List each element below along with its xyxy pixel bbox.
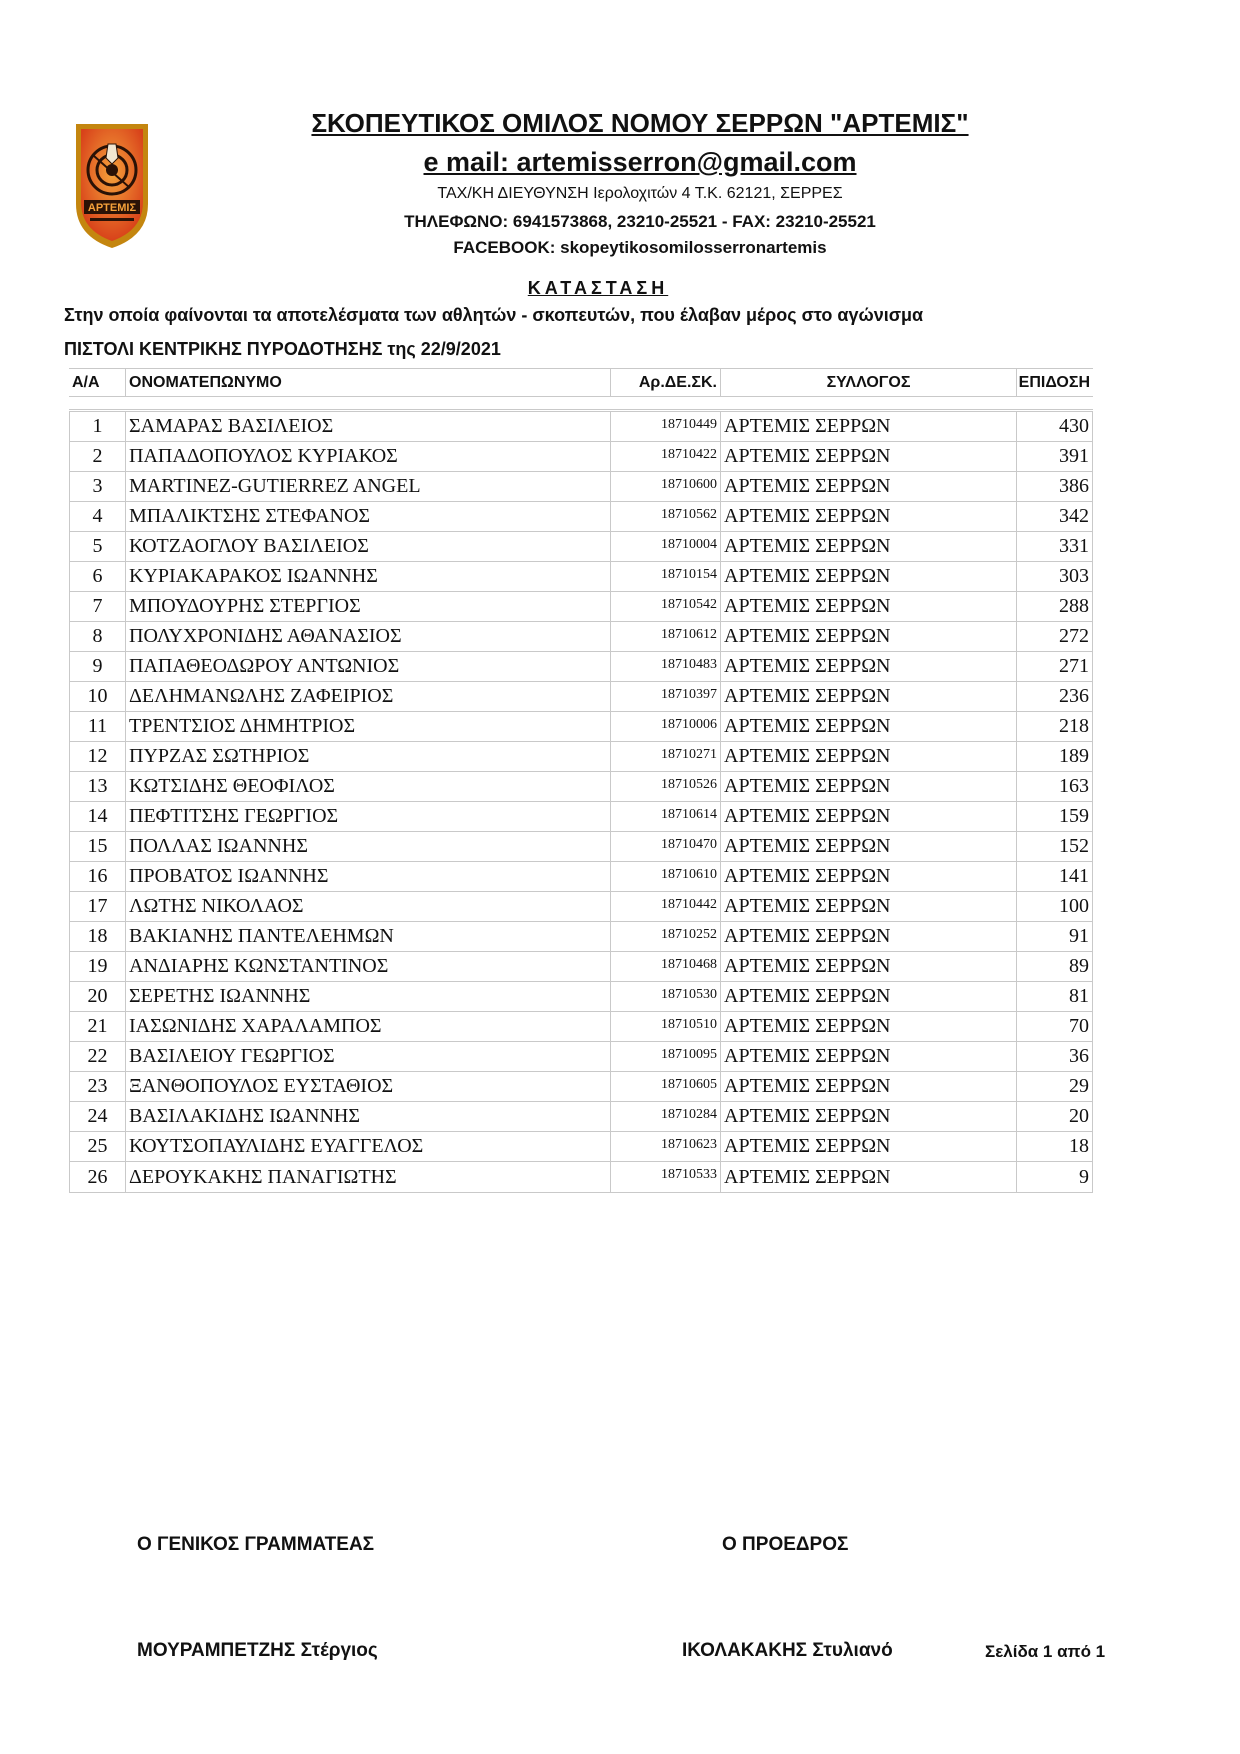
table-row <box>69 802 1093 832</box>
row-number: 17 <box>69 892 126 921</box>
registration-number: 18710612 <box>611 622 721 651</box>
athlete-name: ΑΝΔΙΑΡΗΣ ΚΩΝΣΤΑΝΤΙΝΟΣ <box>126 952 611 981</box>
club-name-cell: ΑΡΤΕΜΙΣ ΣΕΡΡΩΝ <box>721 442 1017 471</box>
facebook-handle: FACEBOOK: skopeytikosomilosserronartemis <box>453 238 827 257</box>
score: 36 <box>1017 1042 1093 1071</box>
registration-number: 18710397 <box>611 682 721 711</box>
athlete-name: ΔΕΡΟΥΚΑΚΗΣ ΠΑΝΑΓΙΩΤΗΣ <box>126 1162 611 1192</box>
club-name-cell: ΑΡΤΕΜΙΣ ΣΕΡΡΩΝ <box>721 772 1017 801</box>
table-row <box>69 712 1093 742</box>
header-score: ΕΠΙΔΟΣΗ <box>1018 373 1090 391</box>
row-number: 15 <box>69 832 126 861</box>
registration-number: 18710526 <box>611 772 721 801</box>
registration-number: 18710095 <box>611 1042 721 1071</box>
phone-fax: ΤΗΛΕΦΩΝΟ: 6941573868, 23210-25521 - FAX: 23210-25521 <box>404 212 876 231</box>
score: 18 <box>1017 1132 1093 1161</box>
secretary-title: Ο ΓΕΝΙΚΟΣ ΓΡΑΜΜΑΤΕΑΣ <box>137 1534 375 1555</box>
registration-number: 18710510 <box>611 1012 721 1041</box>
header-club: ΣΥΛΛΟΓΟΣ <box>721 369 1017 396</box>
row-number: 19 <box>69 952 126 981</box>
club-name-cell: ΑΡΤΕΜΙΣ ΣΕΡΡΩΝ <box>721 1162 1017 1192</box>
club-name-cell: ΑΡΤΕΜΙΣ ΣΕΡΡΩΝ <box>721 562 1017 591</box>
club-name-cell: ΑΡΤΕΜΙΣ ΣΕΡΡΩΝ <box>721 982 1017 1011</box>
athlete-name: ΣΕΡΕΤΗΣ ΙΩΑΝΝΗΣ <box>126 982 611 1011</box>
score: 342 <box>1017 502 1093 531</box>
club-name-cell: ΑΡΤΕΜΙΣ ΣΕΡΡΩΝ <box>721 952 1017 981</box>
athlete-name: ΔΕΛΗΜΑΝΩΛΗΣ ΖΑΦΕΙΡΙΟΣ <box>126 682 611 711</box>
score: 100 <box>1017 892 1093 921</box>
score: 218 <box>1017 712 1093 741</box>
club-name-cell: ΑΡΤΕΜΙΣ ΣΕΡΡΩΝ <box>721 1102 1017 1131</box>
athlete-name: ΞΑΝΘΟΠΟΥΛΟΣ ΕΥΣΤΑΘΙΟΣ <box>126 1072 611 1101</box>
score: 29 <box>1017 1072 1093 1101</box>
registration-number: 18710442 <box>611 892 721 921</box>
document-subtitle: Στην οποία φαίνονται τα αποτελέσματα των αθλητών - σκοπευτών, που έλαβαν μέρος στο αγώνισμα <box>64 305 924 325</box>
row-number: 20 <box>69 982 126 1011</box>
table-row <box>69 1102 1093 1132</box>
document-title: ΚΑΤΑΣΤΑΣΗ <box>527 278 669 298</box>
club-name-cell: ΑΡΤΕΜΙΣ ΣΕΡΡΩΝ <box>721 622 1017 651</box>
header-number: Α/Α <box>69 369 126 396</box>
row-number: 6 <box>69 562 126 591</box>
registration-number: 18710530 <box>611 982 721 1011</box>
header-registration: Αρ.ΔΕ.ΣΚ. <box>611 369 721 396</box>
club-shield-logo-icon <box>72 118 152 252</box>
score: 141 <box>1017 862 1093 891</box>
table-row <box>69 472 1093 502</box>
club-name-cell: ΑΡΤΕΜΙΣ ΣΕΡΡΩΝ <box>721 472 1017 501</box>
registration-number: 18710154 <box>611 562 721 591</box>
club-name-cell: ΑΡΤΕΜΙΣ ΣΕΡΡΩΝ <box>721 832 1017 861</box>
table-header-row <box>69 368 1093 397</box>
score: 272 <box>1017 622 1093 651</box>
registration-number: 18710542 <box>611 592 721 621</box>
row-number: 5 <box>69 532 126 561</box>
score: 152 <box>1017 832 1093 861</box>
athlete-name: ΚΩΤΣΙΔΗΣ ΘΕΟΦΙΛΟΣ <box>126 772 611 801</box>
table-row <box>69 922 1093 952</box>
athlete-name: ΛΩΤΗΣ ΝΙΚΟΛΑΟΣ <box>126 892 611 921</box>
athlete-name: ΠΟΛΥΧΡΟΝΙΔΗΣ ΑΘΑΝΑΣΙΟΣ <box>126 622 611 651</box>
header-separator <box>69 397 1093 412</box>
athlete-name: ΒΑΣΙΛΕΙΟΥ ΓΕΩΡΓΙΟΣ <box>126 1042 611 1071</box>
club-name-cell: ΑΡΤΕΜΙΣ ΣΕΡΡΩΝ <box>721 922 1017 951</box>
registration-number: 18710271 <box>611 742 721 771</box>
table-row <box>69 652 1093 682</box>
table-row <box>69 1042 1093 1072</box>
athlete-name: ΒΑΣΙΛΑΚΙΔΗΣ ΙΩΑΝΝΗΣ <box>126 1102 611 1131</box>
table-row <box>69 502 1093 532</box>
registration-number: 18710422 <box>611 442 721 471</box>
score: 81 <box>1017 982 1093 1011</box>
event-name: ΠΙΣΤΟΛΙ ΚΕΝΤΡΙΚΗΣ ΠΥΡΟΔΟΤΗΣΗΣ της 22/9/2021 <box>64 339 501 359</box>
table-row <box>69 952 1093 982</box>
athlete-name: MARTINEZ-GUTIERREZ ANGEL <box>126 472 611 501</box>
row-number: 7 <box>69 592 126 621</box>
athlete-name: ΣΑΜΑΡΑΣ ΒΑΣΙΛΕΙΟΣ <box>126 412 611 441</box>
score: 303 <box>1017 562 1093 591</box>
club-name-cell: ΑΡΤΕΜΙΣ ΣΕΡΡΩΝ <box>721 502 1017 531</box>
athlete-name: ΠΑΠΑΘΕΟΔΩΡΟΥ ΑΝΤΩΝΙΟΣ <box>126 652 611 681</box>
registration-number: 18710468 <box>611 952 721 981</box>
row-number: 10 <box>69 682 126 711</box>
club-name-cell: ΑΡΤΕΜΙΣ ΣΕΡΡΩΝ <box>721 1042 1017 1071</box>
row-number: 21 <box>69 1012 126 1041</box>
athlete-name: ΜΠΑΛΙΚΤΣΗΣ ΣΤΕΦΑΝΟΣ <box>126 502 611 531</box>
table-row <box>69 862 1093 892</box>
table-row <box>69 1012 1093 1042</box>
athlete-name: ΠΕΦΤΙΤΣΗΣ ΓΕΩΡΓΙΟΣ <box>126 802 611 831</box>
athlete-name: ΙΑΣΩΝΙΔΗΣ ΧΑΡΑΛΑΜΠΟΣ <box>126 1012 611 1041</box>
results-table <box>69 368 1093 1193</box>
score: 91 <box>1017 922 1093 951</box>
table-row <box>69 442 1093 472</box>
club-name-cell: ΑΡΤΕΜΙΣ ΣΕΡΡΩΝ <box>721 892 1017 921</box>
row-number: 11 <box>69 712 126 741</box>
postal-address: ΤΑΧ/ΚΗ ΔΙΕΥΘΥΝΣΗ Ιερολοχιτών 4 Τ.Κ. 62121, ΣΕΡΡΕΣ <box>437 185 843 202</box>
club-name-cell: ΑΡΤΕΜΙΣ ΣΕΡΡΩΝ <box>721 1012 1017 1041</box>
athlete-name: ΠΑΠΑΔΟΠΟΥΛΟΣ ΚΥΡΙΑΚΟΣ <box>126 442 611 471</box>
president-name: ΙΚΟΛΑΚΑΚΗΣ Στυλιανό <box>682 1640 893 1661</box>
athlete-name: ΠΥΡΖΑΣ ΣΩΤΗΡΙΟΣ <box>126 742 611 771</box>
club-name-cell: ΑΡΤΕΜΙΣ ΣΕΡΡΩΝ <box>721 862 1017 891</box>
score: 20 <box>1017 1102 1093 1131</box>
athlete-name: ΜΠΟΥΔΟΥΡΗΣ ΣΤΕΡΓΙΟΣ <box>126 592 611 621</box>
registration-number: 18710470 <box>611 832 721 861</box>
club-name-cell: ΑΡΤΕΜΙΣ ΣΕΡΡΩΝ <box>721 682 1017 711</box>
row-number: 4 <box>69 502 126 531</box>
page-number: Σελίδα 1 από 1 <box>985 1642 1106 1661</box>
score: 163 <box>1017 772 1093 801</box>
table-row <box>69 1132 1093 1162</box>
club-name-cell: ΑΡΤΕΜΙΣ ΣΕΡΡΩΝ <box>721 802 1017 831</box>
table-row <box>69 532 1093 562</box>
club-name-cell: ΑΡΤΕΜΙΣ ΣΕΡΡΩΝ <box>721 742 1017 771</box>
club-name-cell: ΑΡΤΕΜΙΣ ΣΕΡΡΩΝ <box>721 712 1017 741</box>
registration-number: 18710623 <box>611 1132 721 1161</box>
table-row <box>69 892 1093 922</box>
athlete-name: ΠΟΛΛΑΣ ΙΩΑΝΝΗΣ <box>126 832 611 861</box>
registration-number: 18710284 <box>611 1102 721 1131</box>
club-name-cell: ΑΡΤΕΜΙΣ ΣΕΡΡΩΝ <box>721 592 1017 621</box>
athlete-name: ΚΟΥΤΣΟΠΑΥΛΙΔΗΣ ΕΥΑΓΓΕΛΟΣ <box>126 1132 611 1161</box>
athlete-name: ΠΡΟΒΑΤΟΣ ΙΩΑΝΝΗΣ <box>126 862 611 891</box>
athlete-name: ΚΟΤΖΑΟΓΛΟΥ ΒΑΣΙΛΕΙΟΣ <box>126 532 611 561</box>
table-row <box>69 412 1093 442</box>
email-address: e mail: artemisserron@gmail.com <box>423 147 857 177</box>
table-row <box>69 772 1093 802</box>
table-row <box>69 1072 1093 1102</box>
athlete-name: ΒΑΚΙΑΝΗΣ ΠΑΝΤΕΛΕΗΜΩΝ <box>126 922 611 951</box>
row-number: 2 <box>69 442 126 471</box>
president-title: Ο ΠΡΟΕΔΡΟΣ <box>722 1534 849 1555</box>
club-name-cell: ΑΡΤΕΜΙΣ ΣΕΡΡΩΝ <box>721 1132 1017 1161</box>
score: 236 <box>1017 682 1093 711</box>
table-row <box>69 592 1093 622</box>
row-number: 26 <box>69 1162 126 1192</box>
score: 159 <box>1017 802 1093 831</box>
registration-number: 18710483 <box>611 652 721 681</box>
table-row <box>69 982 1093 1012</box>
club-name-cell: ΑΡΤΕΜΙΣ ΣΕΡΡΩΝ <box>721 412 1017 441</box>
score: 9 <box>1017 1162 1093 1192</box>
row-number: 23 <box>69 1072 126 1101</box>
registration-number: 18710449 <box>611 412 721 441</box>
score: 89 <box>1017 952 1093 981</box>
athlete-name: ΚΥΡΙΑΚΑΡΑΚΟΣ ΙΩΑΝΝΗΣ <box>126 562 611 591</box>
table-row <box>69 562 1093 592</box>
row-number: 22 <box>69 1042 126 1071</box>
table-row <box>69 832 1093 862</box>
club-name-cell: ΑΡΤΕΜΙΣ ΣΕΡΡΩΝ <box>721 532 1017 561</box>
row-number: 8 <box>69 622 126 651</box>
header-name: ΟΝΟΜΑΤΕΠΩΝΥΜΟ <box>126 369 611 396</box>
registration-number: 18710533 <box>611 1162 721 1192</box>
row-number: 9 <box>69 652 126 681</box>
row-number: 1 <box>69 412 126 441</box>
table-row <box>69 682 1093 712</box>
table-row <box>69 1162 1093 1192</box>
score: 271 <box>1017 652 1093 681</box>
table-body <box>69 412 1093 1193</box>
registration-number: 18710614 <box>611 802 721 831</box>
logo-text: ΑΡΤΕΜΙΣ <box>87 202 137 214</box>
registration-number: 18710610 <box>611 862 721 891</box>
table-row <box>69 622 1093 652</box>
row-number: 14 <box>69 802 126 831</box>
registration-number: 18710004 <box>611 532 721 561</box>
registration-number: 18710562 <box>611 502 721 531</box>
row-number: 3 <box>69 472 126 501</box>
score: 331 <box>1017 532 1093 561</box>
secretary-name: ΜΟΥΡΑΜΠΕΤΖΗΣ Στέργιος <box>137 1640 378 1661</box>
score: 391 <box>1017 442 1093 471</box>
score: 189 <box>1017 742 1093 771</box>
registration-number: 18710605 <box>611 1072 721 1101</box>
club-name-cell: ΑΡΤΕΜΙΣ ΣΕΡΡΩΝ <box>721 1072 1017 1101</box>
athlete-name: ΤΡΕΝΤΣΙΟΣ ΔΗΜΗΤΡΙΟΣ <box>126 712 611 741</box>
score: 386 <box>1017 472 1093 501</box>
registration-number: 18710252 <box>611 922 721 951</box>
score: 70 <box>1017 1012 1093 1041</box>
registration-number: 18710600 <box>611 472 721 501</box>
score: 430 <box>1017 412 1093 441</box>
club-name: ΣΚΟΠΕΥΤΙΚΟΣ ΟΜΙΛΟΣ ΝΟΜΟΥ ΣΕΡΡΩΝ "ΑΡΤΕΜΙΣ" <box>311 108 969 138</box>
club-name-cell: ΑΡΤΕΜΙΣ ΣΕΡΡΩΝ <box>721 652 1017 681</box>
row-number: 16 <box>69 862 126 891</box>
table-row <box>69 742 1093 772</box>
row-number: 18 <box>69 922 126 951</box>
row-number: 24 <box>69 1102 126 1131</box>
score: 288 <box>1017 592 1093 621</box>
row-number: 25 <box>69 1132 126 1161</box>
registration-number: 18710006 <box>611 712 721 741</box>
row-number: 13 <box>69 772 126 801</box>
row-number: 12 <box>69 742 126 771</box>
